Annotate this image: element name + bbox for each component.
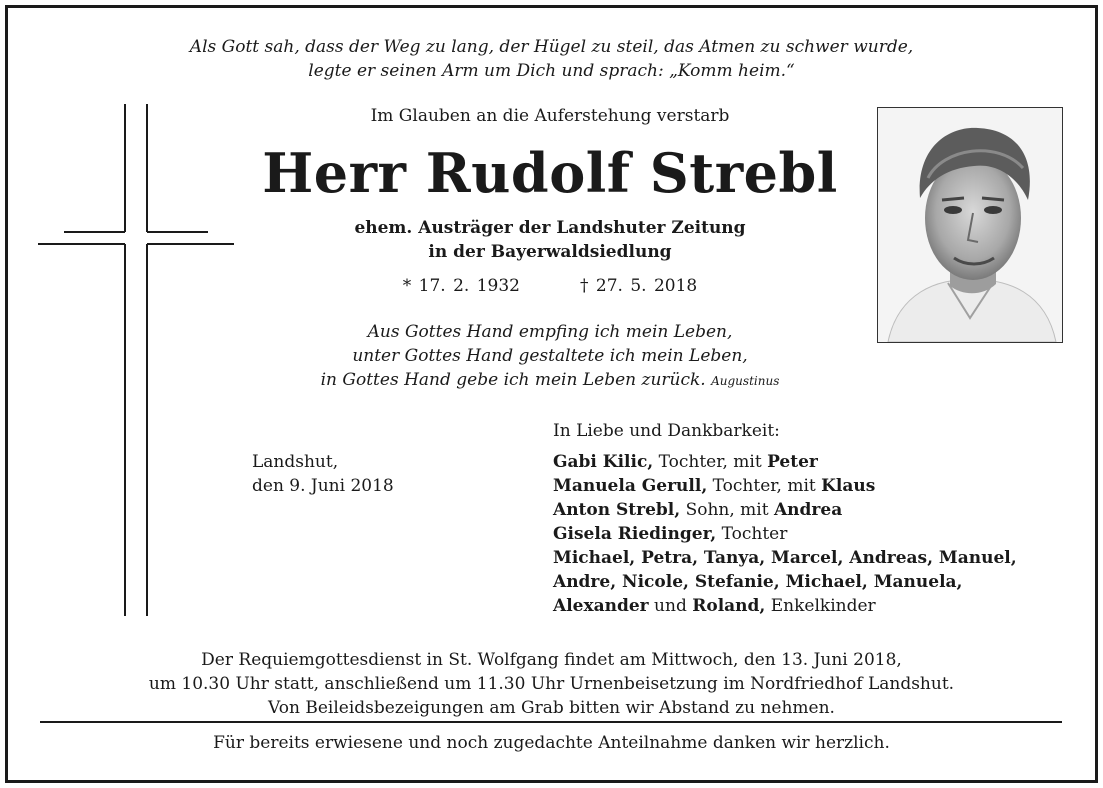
place-date: den 9. Juni 2018: [252, 476, 394, 496]
death-date: † 27. 5. 2018: [580, 276, 698, 296]
place-and-date: [252, 450, 394, 498]
role-line: in der Bayerwaldsiedlung: [428, 242, 672, 262]
augustinus-line: Aus Gottes Hand empfing ich mein Leben,: [367, 322, 733, 342]
list-item: Michael, Petra, Tanya, Marcel, Andreas, Manuel,: [553, 548, 1017, 568]
augustinus-verse: [200, 320, 900, 393]
intro-line: Im Glauben an die Auferstehung verstarb: [370, 106, 730, 126]
life-dates: [240, 276, 860, 296]
augustinus-source: Augustinus: [711, 374, 780, 388]
augustinus-line: in Gottes Hand gebe ich mein Leben zurück.: [320, 370, 706, 390]
opening-verse-line: legte er seinen Arm um Dich und sprach: „Komm heim.“: [308, 61, 795, 81]
deceased-role: [240, 216, 860, 264]
list-item: Anton Strebl, Sohn, mit Andrea: [553, 500, 843, 520]
portrait-photo: [877, 107, 1063, 343]
list-item: Andre, Nicole, Stefanie, Michael, Manuela,: [553, 572, 963, 592]
role-line: ehem. Austräger der Landshuter Zeitung: [354, 218, 746, 238]
opening-verse: [0, 35, 1103, 83]
closing-line: Für bereits erwiesene und noch zugedachte Anteilnahme danken wir herzlich.: [213, 733, 890, 753]
family-list: [553, 450, 1017, 618]
service-line: Von Beileidsbezeigungen am Grab bitten wir Abstand zu nehmen.: [268, 698, 835, 718]
opening-verse-line: Als Gott sah, dass der Weg zu lang, der Hügel zu steil, das Atmen zu schwer wurde,: [189, 37, 914, 57]
list-item: Alexander und Roland, Enkelkinder: [553, 596, 876, 616]
list-item: Gisela Riedinger, Tochter: [553, 524, 788, 544]
place: Landshut,: [252, 452, 339, 472]
thanks-heading: In Liebe und Dankbarkeit:: [553, 421, 780, 441]
birth-date: * 17. 2. 1932: [402, 276, 520, 296]
deceased-name: Herr Rudolf Strebl: [262, 141, 838, 205]
service-line: um 10.30 Uhr statt, anschließend um 11.30 Uhr Urnenbeisetzung im Nordfriedhof Landshut.: [148, 674, 955, 694]
list-item: Manuela Gerull, Tochter, mit Klaus: [553, 476, 876, 496]
list-item: Gabi Kilic, Tochter, mit Peter: [553, 452, 818, 472]
service-info: [0, 648, 1103, 720]
divider: [40, 721, 1062, 723]
augustinus-line: unter Gottes Hand gestaltete ich mein Leben,: [352, 346, 748, 366]
service-line: Der Requiemgottesdienst in St. Wolfgang findet am Mittwoch, den 13. Juni 2018,: [201, 650, 902, 670]
